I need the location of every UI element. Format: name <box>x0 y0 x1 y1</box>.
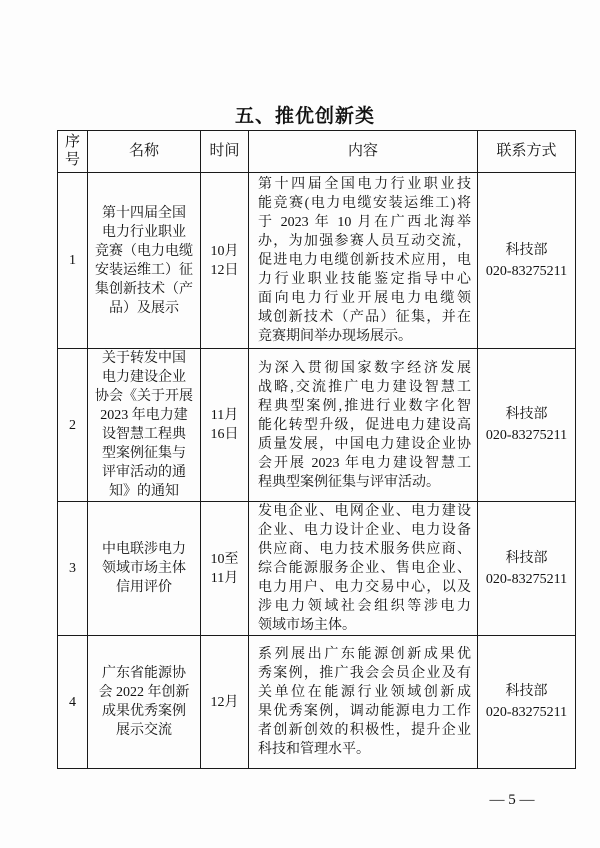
contact-department: 科技部 <box>505 242 548 258</box>
item-content <box>249 173 478 349</box>
item-time <box>201 173 249 349</box>
table-row <box>58 636 576 769</box>
content-line: 会开展 2023 年电力建设智慧工 <box>258 455 471 471</box>
content-line: 系列展出广东能源创新成果优 <box>258 647 471 662</box>
header-index-label: 序号 <box>64 134 80 168</box>
row-index: 4 <box>58 636 88 769</box>
contact-phone: 020-83275211 <box>485 428 568 443</box>
table-row <box>58 349 576 502</box>
item-name <box>88 636 201 769</box>
item-time-line: 12日 <box>210 262 239 278</box>
item-name-line: 安装运维工）征 <box>95 262 193 278</box>
row-index: 3 <box>58 502 88 636</box>
item-name-line: 集创新技术（产 <box>95 281 193 297</box>
content-line: 第十四届全国电力行业职业技 <box>258 177 471 192</box>
header-name: 名称 <box>88 131 201 173</box>
content-line: 力行业职业技能鉴定指导中心 <box>258 272 471 287</box>
item-name <box>88 349 201 502</box>
row-index: 1 <box>58 173 88 349</box>
contact-phone: 020-83275211 <box>485 571 568 587</box>
item-name-line: 知》的通知 <box>109 484 179 499</box>
item-content <box>249 502 478 636</box>
content-line: 域创新技术（产品）征集，并在 <box>258 310 471 325</box>
content-line: 程典型案例,推进行业数字化智 <box>258 398 471 414</box>
contact-department: 科技部 <box>505 550 548 566</box>
item-contact <box>478 173 576 349</box>
item-name <box>88 502 201 636</box>
item-name-line: 竞赛（电力电缆 <box>95 243 193 259</box>
item-name-line: 品）及展示 <box>109 300 179 316</box>
header-index <box>58 131 88 173</box>
item-time <box>201 502 249 636</box>
content-line: 供应商、电力技术服务供应商、 <box>258 542 471 557</box>
content-line: 为深入贯彻国家数字经济发展 <box>258 360 471 376</box>
item-name-line: 2023 年电力建 <box>100 408 188 423</box>
item-name-line: 协会《关于开展 <box>95 389 193 404</box>
item-content <box>249 636 478 769</box>
content-line: 能竞赛(电力电缆安装运维工)将 <box>258 196 471 211</box>
item-name-line: 领域市场主体 <box>102 561 186 576</box>
content-line: 面向电力行业开展电力电缆领 <box>258 291 471 306</box>
header-contact: 联系方式 <box>478 131 576 173</box>
item-time-line: 11月 <box>210 408 239 423</box>
contact-department: 科技部 <box>505 407 548 422</box>
content-line: 秀案例，推广我会会员企业及有 <box>258 666 471 681</box>
item-name-line: 成果优秀案例 <box>102 704 186 719</box>
item-name-line: 型案例征集与 <box>102 446 186 461</box>
content-line: 关单位在能源行业领域创新成 <box>258 685 471 700</box>
item-name-line: 中电联涉电力 <box>102 542 186 557</box>
content-line: 涉电力领域社会组织等涉电力 <box>258 599 471 614</box>
content-line: 发电企业、电网企业、电力建设 <box>258 504 471 519</box>
item-name-line: 关于转发中国 <box>102 351 186 366</box>
table-row <box>58 173 576 349</box>
content-line: 科技和管理水平。 <box>258 742 370 757</box>
content-line: 程典型案例征集与评审活动。 <box>258 474 440 490</box>
contact-phone: 020-83275211 <box>485 705 568 720</box>
content-line: 者创新创效的积极性，提升企业 <box>258 723 471 738</box>
header-time: 时间 <box>201 131 249 173</box>
row-index: 2 <box>58 349 88 502</box>
content-line: 于 2023 年 10 月在广西北海举 <box>258 215 471 230</box>
contact-department: 科技部 <box>505 684 548 699</box>
item-name-line: 会 2022 年创新 <box>98 685 190 700</box>
item-time-line: 12月 <box>210 694 239 710</box>
content-line: 企业、电力设计企业、电力设备 <box>258 523 471 538</box>
header-content: 内容 <box>249 131 478 173</box>
section-title: 五、推优创新类 <box>234 106 375 127</box>
recommendation-table <box>57 130 576 769</box>
page-number: — 5 — <box>489 792 535 808</box>
table-row <box>58 502 576 636</box>
item-name-line: 设智慧工程典 <box>102 427 186 442</box>
item-name-line: 电力建设企业 <box>102 370 186 385</box>
content-line: 综合能源服务企业、售电企业、 <box>258 561 471 576</box>
item-time-line: 16日 <box>210 427 239 442</box>
item-contact <box>478 502 576 636</box>
content-line: 战略,交流推广电力建设智慧工 <box>258 379 471 395</box>
content-line: 竞赛期间举办现场展示。 <box>258 329 412 344</box>
content-line: 能化转型升级，促进电力建设高 <box>258 417 471 433</box>
item-contact <box>478 349 576 502</box>
item-contact <box>478 636 576 769</box>
item-name-line: 信用评价 <box>116 580 172 595</box>
content-line: 办，为加强参赛人员互动交流， <box>258 234 471 249</box>
content-line: 电力用户、电力交易中心，以及 <box>258 580 471 595</box>
item-name-line: 广东省能源协 <box>102 666 186 681</box>
content-line: 领域市场主体。 <box>258 618 356 633</box>
item-name-line: 展示交流 <box>116 723 172 738</box>
contact-phone: 020-83275211 <box>485 263 568 279</box>
item-time <box>201 349 249 502</box>
item-time-line: 11月 <box>210 570 239 586</box>
item-name-line: 电力行业职业 <box>102 224 186 240</box>
item-name <box>88 173 201 349</box>
item-time <box>201 636 249 769</box>
content-line: 促进电力电缆创新技术应用，电 <box>258 253 471 268</box>
item-name-line: 第十四届全国 <box>102 205 186 221</box>
item-time-line: 10至 <box>210 551 239 567</box>
item-content <box>249 349 478 502</box>
item-name-line: 评审活动的通 <box>102 465 186 480</box>
item-time-line: 10月 <box>210 243 239 259</box>
table-header-row <box>58 131 576 173</box>
content-line: 果优秀案例，调动能源电力工作 <box>258 704 471 719</box>
content-line: 质量发展，中国电力建设企业协 <box>258 436 471 452</box>
